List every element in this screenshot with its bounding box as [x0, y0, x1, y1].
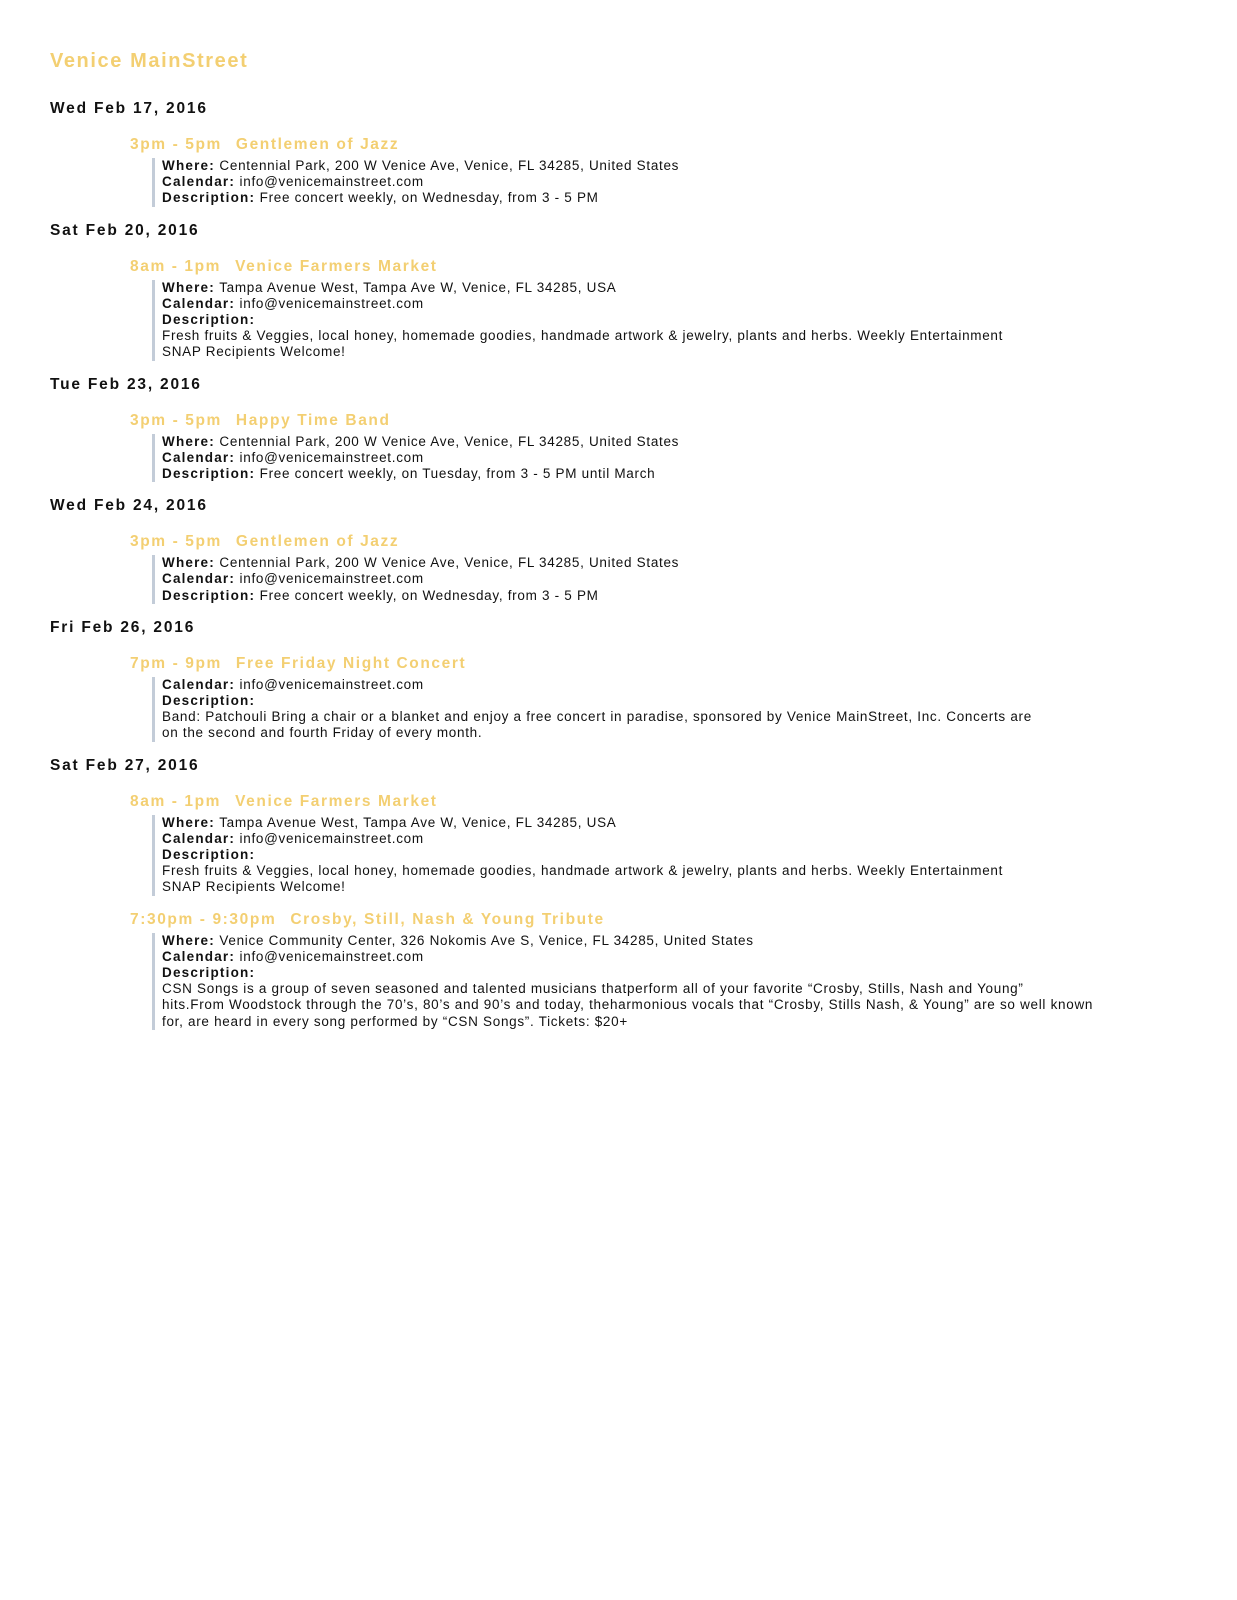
event-time: 8am - 1pm: [130, 257, 222, 275]
event-title: [130, 910, 1190, 930]
description-label: Description:: [162, 847, 256, 863]
calendar-value: info@venicemainstreet.com: [239, 449, 424, 465]
event-title: [130, 654, 1190, 674]
where-value: Centennial Park, 200 W Venice Ave, Venice, FL 34285, United States: [219, 158, 680, 173]
calendar-value: info@venicemainstreet.com: [239, 830, 424, 846]
calendar-value: info@venicemainstreet.com: [239, 295, 424, 311]
where-value: Tampa Avenue West, Tampa Ave W, Venice, FL 34285, USA: [219, 279, 617, 295]
event-item: [130, 411, 1190, 483]
calendar-line: [162, 571, 1190, 587]
day-group: [50, 496, 1190, 604]
calendar-label: Calendar:: [162, 571, 236, 587]
event-details: [152, 158, 1190, 207]
calendar-value: info@venicemainstreet.com: [239, 948, 424, 964]
description-line: [162, 847, 1190, 863]
description-text: on the second and fourth Friday of every month.: [162, 725, 483, 741]
day-date: Sat Feb 27, 2016: [50, 756, 200, 774]
event-item: [130, 532, 1190, 604]
event-item: [130, 135, 1190, 207]
where-label: Where:: [162, 814, 215, 830]
event-item: [130, 792, 1190, 896]
event-name: Crosby, Still, Nash & Young Tribute: [290, 910, 605, 928]
calendar-line: [162, 677, 1190, 693]
description-value: Free concert weekly, on Wednesday, from 3 - 5 PM: [259, 587, 599, 603]
where-line: [162, 815, 1190, 831]
calendar-label: Calendar:: [162, 830, 236, 846]
day-group: [50, 99, 1190, 207]
where-line: [162, 280, 1190, 296]
event-title: [130, 532, 1190, 552]
day-group: [50, 221, 1190, 361]
description-text: hits.From Woodstock through the 70’s, 80’s and 90’s and today, theharmonious vocals that “Crosby, Stills Nash, & Young” are so well known: [162, 997, 1094, 1013]
description-line: [162, 693, 1190, 709]
description-label: Description:: [162, 587, 256, 603]
calendar-label: Calendar:: [162, 174, 236, 190]
event-name: Free Friday Night Concert: [235, 654, 467, 672]
description-text: Fresh fruits & Veggies, local honey, homemade goodies, handmade artwork & jewelry, plants and herbs. Weekly Entertainment: [162, 863, 1004, 879]
description-value: Free concert weekly, on Tuesday, from 3 - 5 PM until March: [259, 466, 656, 482]
where-value: Centennial Park, 200 W Venice Ave, Venice, FL 34285, United States: [219, 433, 680, 449]
calendar-label: Calendar:: [162, 295, 236, 311]
day-date: Fri Feb 26, 2016: [50, 618, 196, 636]
where-label: Where:: [162, 279, 215, 295]
event-time: 7:30pm - 9:30pm: [130, 910, 277, 928]
calendar-label: Calendar:: [162, 948, 236, 964]
event-item: [130, 257, 1190, 361]
event-time: 7pm - 9pm: [130, 654, 222, 672]
event-name: Venice Farmers Market: [235, 792, 438, 810]
day-group: [50, 375, 1190, 483]
description-text: CSN Songs is a group of seven seasoned and talented musicians thatperform all of your favorite “Crosby, Stills, Nash and Young”: [162, 981, 1024, 997]
calendar-line: [162, 174, 1190, 190]
day-date: Wed Feb 24, 2016: [50, 497, 208, 515]
event-time: 3pm - 5pm: [130, 533, 222, 551]
day-group: [50, 618, 1190, 742]
calendar-value: info@venicemainstreet.com: [239, 676, 424, 692]
calendar-value: info@venicemainstreet.com: [239, 174, 424, 190]
calendar-label: Calendar:: [162, 449, 236, 465]
event-time: 3pm - 5pm: [130, 136, 222, 153]
description-label: Description:: [162, 312, 256, 328]
event-details: [152, 933, 1190, 1030]
description-text: Band: Patchouli Bring a chair or a blanket and enjoy a free concert in paradise, sponsored by Venice MainStreet, Inc. Concerts are: [162, 709, 1032, 725]
event-title: [130, 257, 1190, 277]
event-details: [152, 280, 1190, 361]
description-label: Description:: [162, 965, 256, 981]
description-line: [162, 190, 1190, 206]
description-line: [162, 588, 1190, 604]
where-label: Where:: [162, 158, 215, 173]
event-details: [152, 677, 1190, 742]
day-group: [50, 756, 1190, 1030]
event-item: [130, 654, 1190, 742]
calendar-line: [162, 949, 1190, 965]
event-details: [152, 434, 1190, 483]
where-value: Venice Community Center, 326 Nokomis Ave S, Venice, FL 34285, United States: [219, 932, 754, 948]
calendar-document: [50, 47, 1190, 1044]
where-label: Where:: [162, 555, 215, 571]
where-value: Centennial Park, 200 W Venice Ave, Venice, FL 34285, United States: [219, 555, 680, 571]
event-name: Gentlemen of Jazz: [235, 533, 400, 551]
description-label: Description:: [162, 693, 256, 709]
description-value: Free concert weekly, on Wednesday, from 3 - 5 PM: [259, 190, 599, 206]
where-line: [162, 555, 1190, 571]
calendar-line: [162, 450, 1190, 466]
description-line: [162, 466, 1190, 482]
description-label: Description:: [162, 190, 256, 206]
calendar-value: info@venicemainstreet.com: [239, 571, 424, 587]
event-title: [130, 792, 1190, 812]
where-label: Where:: [162, 932, 215, 948]
where-line: [162, 933, 1190, 949]
calendar-line: [162, 296, 1190, 312]
description-text: Fresh fruits & Veggies, local honey, homemade goodies, handmade artwork & jewelry, plants and herbs. Weekly Entertainment: [162, 328, 1004, 344]
where-line: [162, 434, 1190, 450]
where-line: [162, 158, 1190, 174]
event-details: [152, 555, 1190, 604]
event-name: Venice Farmers Market: [235, 257, 438, 275]
description-text: for, are heard in every song performed by “CSN Songs”. Tickets: $20+: [162, 1013, 628, 1029]
day-list: [50, 99, 1190, 1030]
day-date: Sat Feb 20, 2016: [50, 221, 200, 239]
event-title: [130, 135, 1190, 155]
calendar-line: [162, 831, 1190, 847]
event-time: 3pm - 5pm: [130, 411, 222, 429]
document-title: Venice MainStreet: [50, 50, 249, 72]
description-text: SNAP Recipients Welcome!: [162, 344, 346, 360]
event-title: [130, 411, 1190, 431]
day-date: Tue Feb 23, 2016: [50, 375, 202, 393]
description-line: [162, 312, 1190, 328]
event-name: Happy Time Band: [235, 411, 391, 429]
event-name: Gentlemen of Jazz: [235, 136, 400, 153]
event-item: [130, 910, 1190, 1030]
description-line: [162, 965, 1190, 981]
event-details: [152, 815, 1190, 896]
calendar-label: Calendar:: [162, 676, 236, 692]
description-label: Description:: [162, 466, 256, 482]
day-date: Wed Feb 17, 2016: [50, 100, 208, 117]
where-label: Where:: [162, 433, 215, 449]
where-value: Tampa Avenue West, Tampa Ave W, Venice, FL 34285, USA: [219, 814, 617, 830]
event-time: 8am - 1pm: [130, 792, 222, 810]
description-text: SNAP Recipients Welcome!: [162, 879, 346, 895]
